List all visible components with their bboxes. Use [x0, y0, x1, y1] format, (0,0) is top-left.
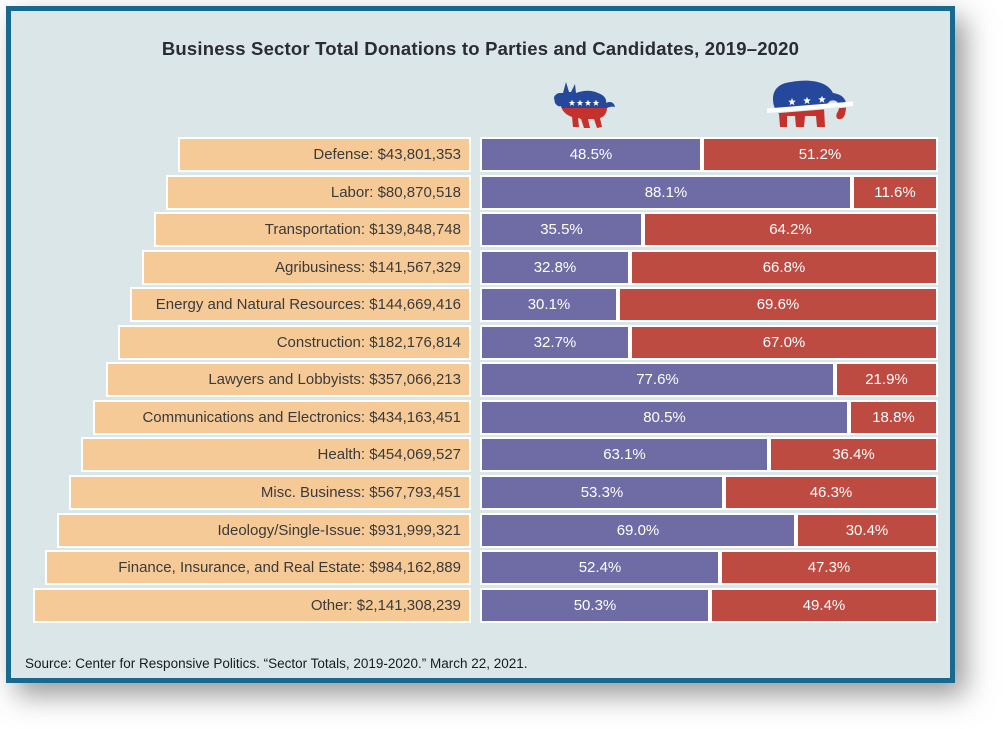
democratic-percentage: 50.3% [573, 597, 617, 614]
democratic-donkey-icon [552, 81, 616, 131]
sector-label-bar [178, 137, 471, 172]
sector-label-bar [130, 287, 471, 322]
sector-label: Lawyers and Lobbyists: $357,066,213 [208, 371, 461, 388]
republican-percentage: 21.9% [865, 371, 908, 388]
republican-bar-segment [643, 212, 938, 247]
republican-percentage: 46.3% [809, 484, 853, 501]
republican-bar-segment [720, 550, 938, 585]
sector-label: Finance, Insurance, and Real Estate: $984,162,889 [118, 559, 461, 576]
republican-bar-segment [835, 362, 938, 397]
sector-label: Labor: $80,870,518 [330, 184, 461, 201]
sector-row [11, 137, 950, 172]
source-citation: Source: Center for Responsive Politics. “Sector Totals, 2019-2020.” March 22, 2021. [25, 656, 528, 671]
republican-percentage: 11.6% [874, 184, 916, 201]
sector-label-bar [118, 325, 471, 360]
sector-label-bar [57, 513, 471, 548]
democratic-percentage: 53.3% [580, 484, 624, 501]
party-share-bars [480, 137, 938, 172]
republican-percentage: 69.6% [756, 296, 800, 313]
sector-label-bar [81, 437, 471, 472]
sector-label: Health: $454,069,527 [317, 446, 461, 463]
sector-label-bar [69, 475, 471, 510]
republican-percentage: 64.2% [769, 221, 812, 238]
chart-title: Business Sector Total Donations to Parties and Candidates, 2019–2020 [161, 38, 800, 59]
democratic-percentage: 30.1% [527, 296, 571, 313]
democratic-percentage: 52.4% [578, 559, 622, 576]
party-share-bars [480, 175, 938, 210]
republican-bar-segment [769, 437, 938, 472]
sector-row [11, 550, 950, 585]
republican-bar-segment [630, 325, 938, 360]
sector-row [11, 212, 950, 247]
democratic-bar-segment [480, 550, 720, 585]
democratic-percentage: 32.7% [533, 334, 577, 351]
sector-label: Misc. Business: $567,793,451 [260, 484, 461, 501]
democratic-bar-segment [480, 362, 835, 397]
sector-label-bar [93, 400, 471, 435]
party-share-bars [480, 588, 938, 623]
sector-label: Transportation: $139,848,748 [264, 221, 461, 238]
party-share-bars [480, 325, 938, 360]
democratic-bar-segment [480, 400, 849, 435]
democratic-percentage: 80.5% [643, 409, 686, 426]
sector-label: Construction: $182,176,814 [276, 334, 461, 351]
republican-elephant-icon [767, 77, 853, 131]
democratic-percentage: 63.1% [603, 446, 646, 463]
sector-label: Energy and Natural Resources: $144,669,416 [155, 296, 461, 313]
party-share-bars [480, 550, 938, 585]
democratic-percentage: 88.1% [644, 184, 688, 201]
sector-label-bar [154, 212, 471, 247]
democratic-percentage: 69.0% [616, 522, 660, 539]
sector-label-bar [166, 175, 471, 210]
democratic-bar-segment [480, 437, 769, 472]
party-share-bars [480, 212, 938, 247]
republican-bar-segment [710, 588, 938, 623]
democratic-percentage: 32.8% [533, 259, 577, 276]
sector-row [11, 175, 950, 210]
republican-percentage: 30.4% [845, 522, 889, 539]
sector-label: Other: $2,141,308,239 [310, 597, 461, 614]
sector-label-bar [106, 362, 471, 397]
democratic-bar-segment [480, 287, 618, 322]
sector-label: Ideology/Single-Issue: $931,999,321 [217, 522, 461, 539]
sector-row [11, 362, 950, 397]
democratic-bar-segment [480, 175, 852, 210]
republican-bar-segment [702, 137, 938, 172]
republican-percentage: 18.8% [872, 409, 915, 426]
sector-label: Agribusiness: $141,567,329 [275, 259, 461, 276]
democratic-bar-segment [480, 137, 702, 172]
sector-label: Defense: $43,801,353 [313, 146, 461, 163]
republican-bar-segment [724, 475, 938, 510]
party-share-bars [480, 362, 938, 397]
party-share-bars [480, 513, 938, 548]
democratic-bar-segment [480, 325, 630, 360]
sector-row [11, 325, 950, 360]
sector-row [11, 588, 950, 623]
democratic-bar-segment [480, 513, 796, 548]
party-share-bars [480, 287, 938, 322]
sector-row [11, 250, 950, 285]
republican-percentage: 49.4% [802, 597, 846, 614]
party-share-bars [480, 437, 938, 472]
sector-label-bar [142, 250, 471, 285]
democratic-percentage: 77.6% [636, 371, 679, 388]
republican-bar-segment [852, 175, 938, 210]
republican-bar-segment [630, 250, 938, 285]
republican-percentage: 47.3% [807, 559, 851, 576]
republican-bar-segment [849, 400, 938, 435]
sector-label: Communications and Electronics: $434,163,451 [142, 409, 461, 426]
party-share-bars [480, 400, 938, 435]
republican-bar-segment [796, 513, 938, 548]
sector-row [11, 437, 950, 472]
republican-percentage: 51.2% [798, 146, 842, 163]
sector-row [11, 475, 950, 510]
democratic-percentage: 48.5% [569, 146, 613, 163]
republican-bar-segment [618, 287, 938, 322]
republican-percentage: 66.8% [762, 259, 806, 276]
democratic-percentage: 35.5% [540, 221, 583, 238]
sector-row [11, 513, 950, 548]
sector-label-bar [33, 588, 471, 623]
sector-row [11, 400, 950, 435]
sector-row [11, 287, 950, 322]
republican-percentage: 67.0% [762, 334, 806, 351]
party-share-bars [480, 475, 938, 510]
party-share-bars [480, 250, 938, 285]
sector-label-bar [45, 550, 471, 585]
republican-percentage: 36.4% [832, 446, 875, 463]
democratic-bar-segment [480, 475, 724, 510]
democratic-bar-segment [480, 212, 643, 247]
democratic-bar-segment [480, 588, 710, 623]
chart-panel [6, 6, 955, 683]
democratic-bar-segment [480, 250, 630, 285]
